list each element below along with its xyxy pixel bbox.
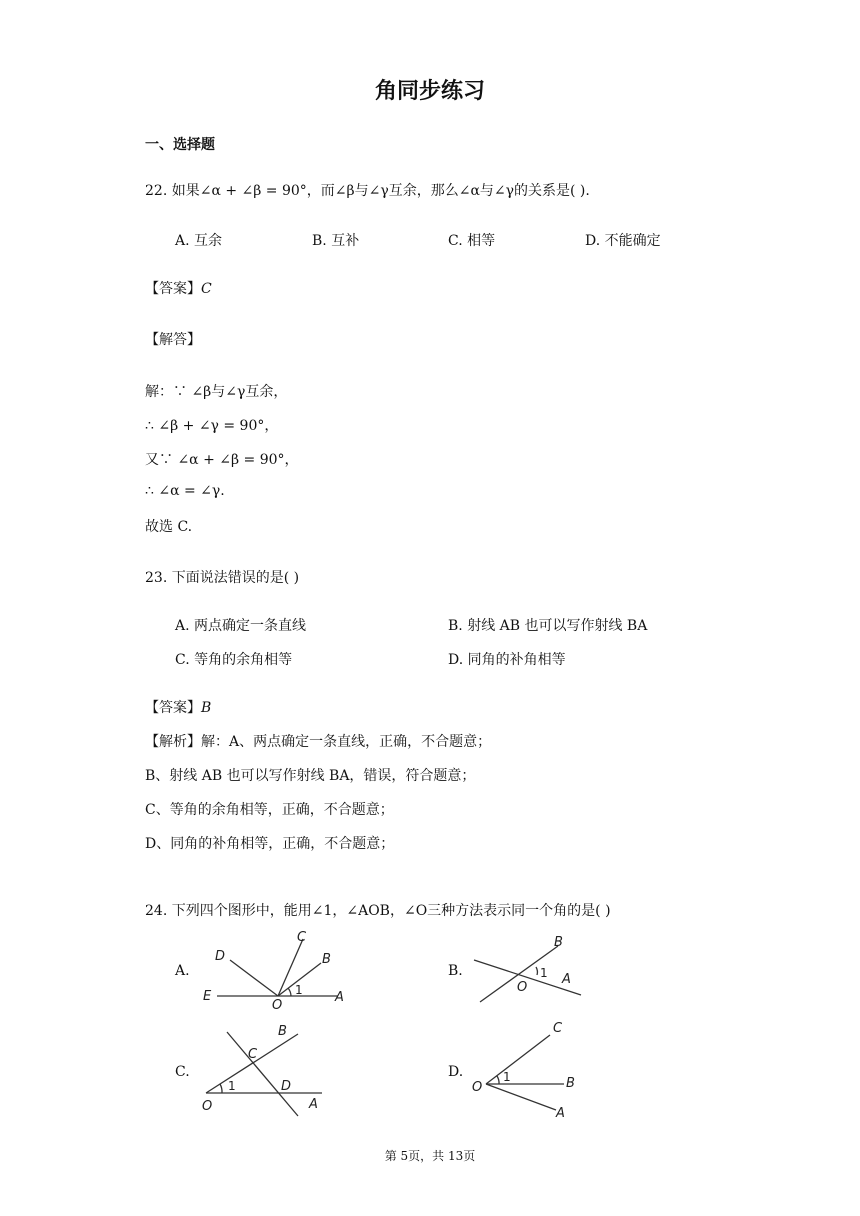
q22-solution-label: 【解答】 [145, 332, 201, 348]
fig-a-label-o: O [272, 998, 283, 1010]
fig-a-label-e: E [203, 989, 212, 1004]
fig-d-label-c: C [553, 1021, 563, 1036]
q22-step: ∴ ∠β + ∠γ = 90°， [145, 418, 279, 434]
q23-analysis-line: 【解析】解：A、两点确定一条直线，正确，不合题意； [145, 734, 492, 750]
fig-a-label-b: B [322, 952, 331, 967]
answer-value: B [201, 700, 212, 716]
q24-option-b-label: B. [448, 963, 463, 979]
section-heading: 一、选择题 [145, 137, 215, 153]
page-title: 角同步练习 [374, 79, 485, 104]
q22-step: 又∵ ∠α + ∠β = 90°， [145, 452, 299, 468]
answer-label: 【答案】 [145, 281, 201, 297]
figure-d [468, 1015, 588, 1125]
fig-c-label-d: D [281, 1079, 292, 1094]
fig-c-label-a: A [309, 1097, 318, 1112]
q23-option-a: A. 两点确定一条直线 [175, 618, 307, 634]
q22-option-d: D. 不能确定 [585, 233, 661, 249]
q23-analysis-line: D、同角的补角相等，正确，不合题意； [145, 836, 395, 852]
page-footer: 第 5页，共 13页 [384, 1149, 476, 1163]
q24-option-d-label: D. [448, 1064, 464, 1080]
fig-b-label-a: A [562, 972, 571, 987]
fig-d-label-b: B [566, 1076, 575, 1091]
figure-b [470, 928, 590, 1008]
figure-c [198, 1020, 338, 1120]
q22-step: 解：∵ ∠β与∠γ互余， [145, 384, 288, 400]
q24-option-a-label: A. [175, 963, 190, 979]
fig-b-label-1: 1 [540, 966, 548, 980]
answer-label: 【答案】 [145, 700, 201, 716]
fig-c-label-1: 1 [228, 1079, 236, 1093]
q24-stem: 24. 下列四个图形中，能用∠1，∠AOB，∠O三种方法表示同一个角的是( ) [145, 903, 611, 919]
q22-step: 故选 C. [145, 519, 193, 535]
fig-c-label-c: C [248, 1047, 258, 1062]
q23-analysis-line: B、射线 AB 也可以写作射线 BA，错误，符合题意； [145, 768, 476, 784]
fig-b-label-b: B [554, 935, 563, 950]
fig-a-label-1: 1 [295, 983, 303, 997]
q22-step: ∴ ∠α = ∠γ. [145, 483, 225, 499]
q24-option-c-label: C. [175, 1064, 190, 1080]
fig-c-label-b: B [278, 1024, 287, 1039]
q22-stem: 22. 如果∠α + ∠β = 90°，而∠β与∠γ互余，那么∠α与∠γ的关系是( ). [145, 183, 590, 199]
fig-a-label-d: D [215, 949, 226, 964]
fig-b-label-o: O [517, 980, 528, 995]
q22-answer [145, 278, 212, 298]
q23-answer [145, 697, 211, 717]
q23-option-c: C. 等角的余角相等 [175, 652, 293, 668]
fig-d-label-a: A [556, 1106, 565, 1121]
figure-a [195, 925, 365, 1010]
q23-stem: 23. 下面说法错误的是( ) [145, 570, 300, 586]
q23-option-d: D. 同角的补角相等 [448, 652, 566, 668]
q22-option-c: C. 相等 [448, 233, 496, 249]
q22-option-a: A. 互余 [175, 233, 223, 249]
fig-d-label-o: O [472, 1080, 483, 1095]
q22-option-b: B. 互补 [312, 233, 360, 249]
fig-d-label-1: 1 [503, 1070, 511, 1084]
q23-analysis-line: C、等角的余角相等，正确，不合题意； [145, 802, 394, 818]
q23-option-b: B. 射线 AB 也可以写作射线 BA [448, 618, 648, 634]
answer-value: C [201, 281, 212, 297]
fig-a-label-a: A [335, 990, 344, 1005]
fig-c-label-o: O [202, 1099, 213, 1114]
fig-a-label-c: C [297, 930, 307, 945]
